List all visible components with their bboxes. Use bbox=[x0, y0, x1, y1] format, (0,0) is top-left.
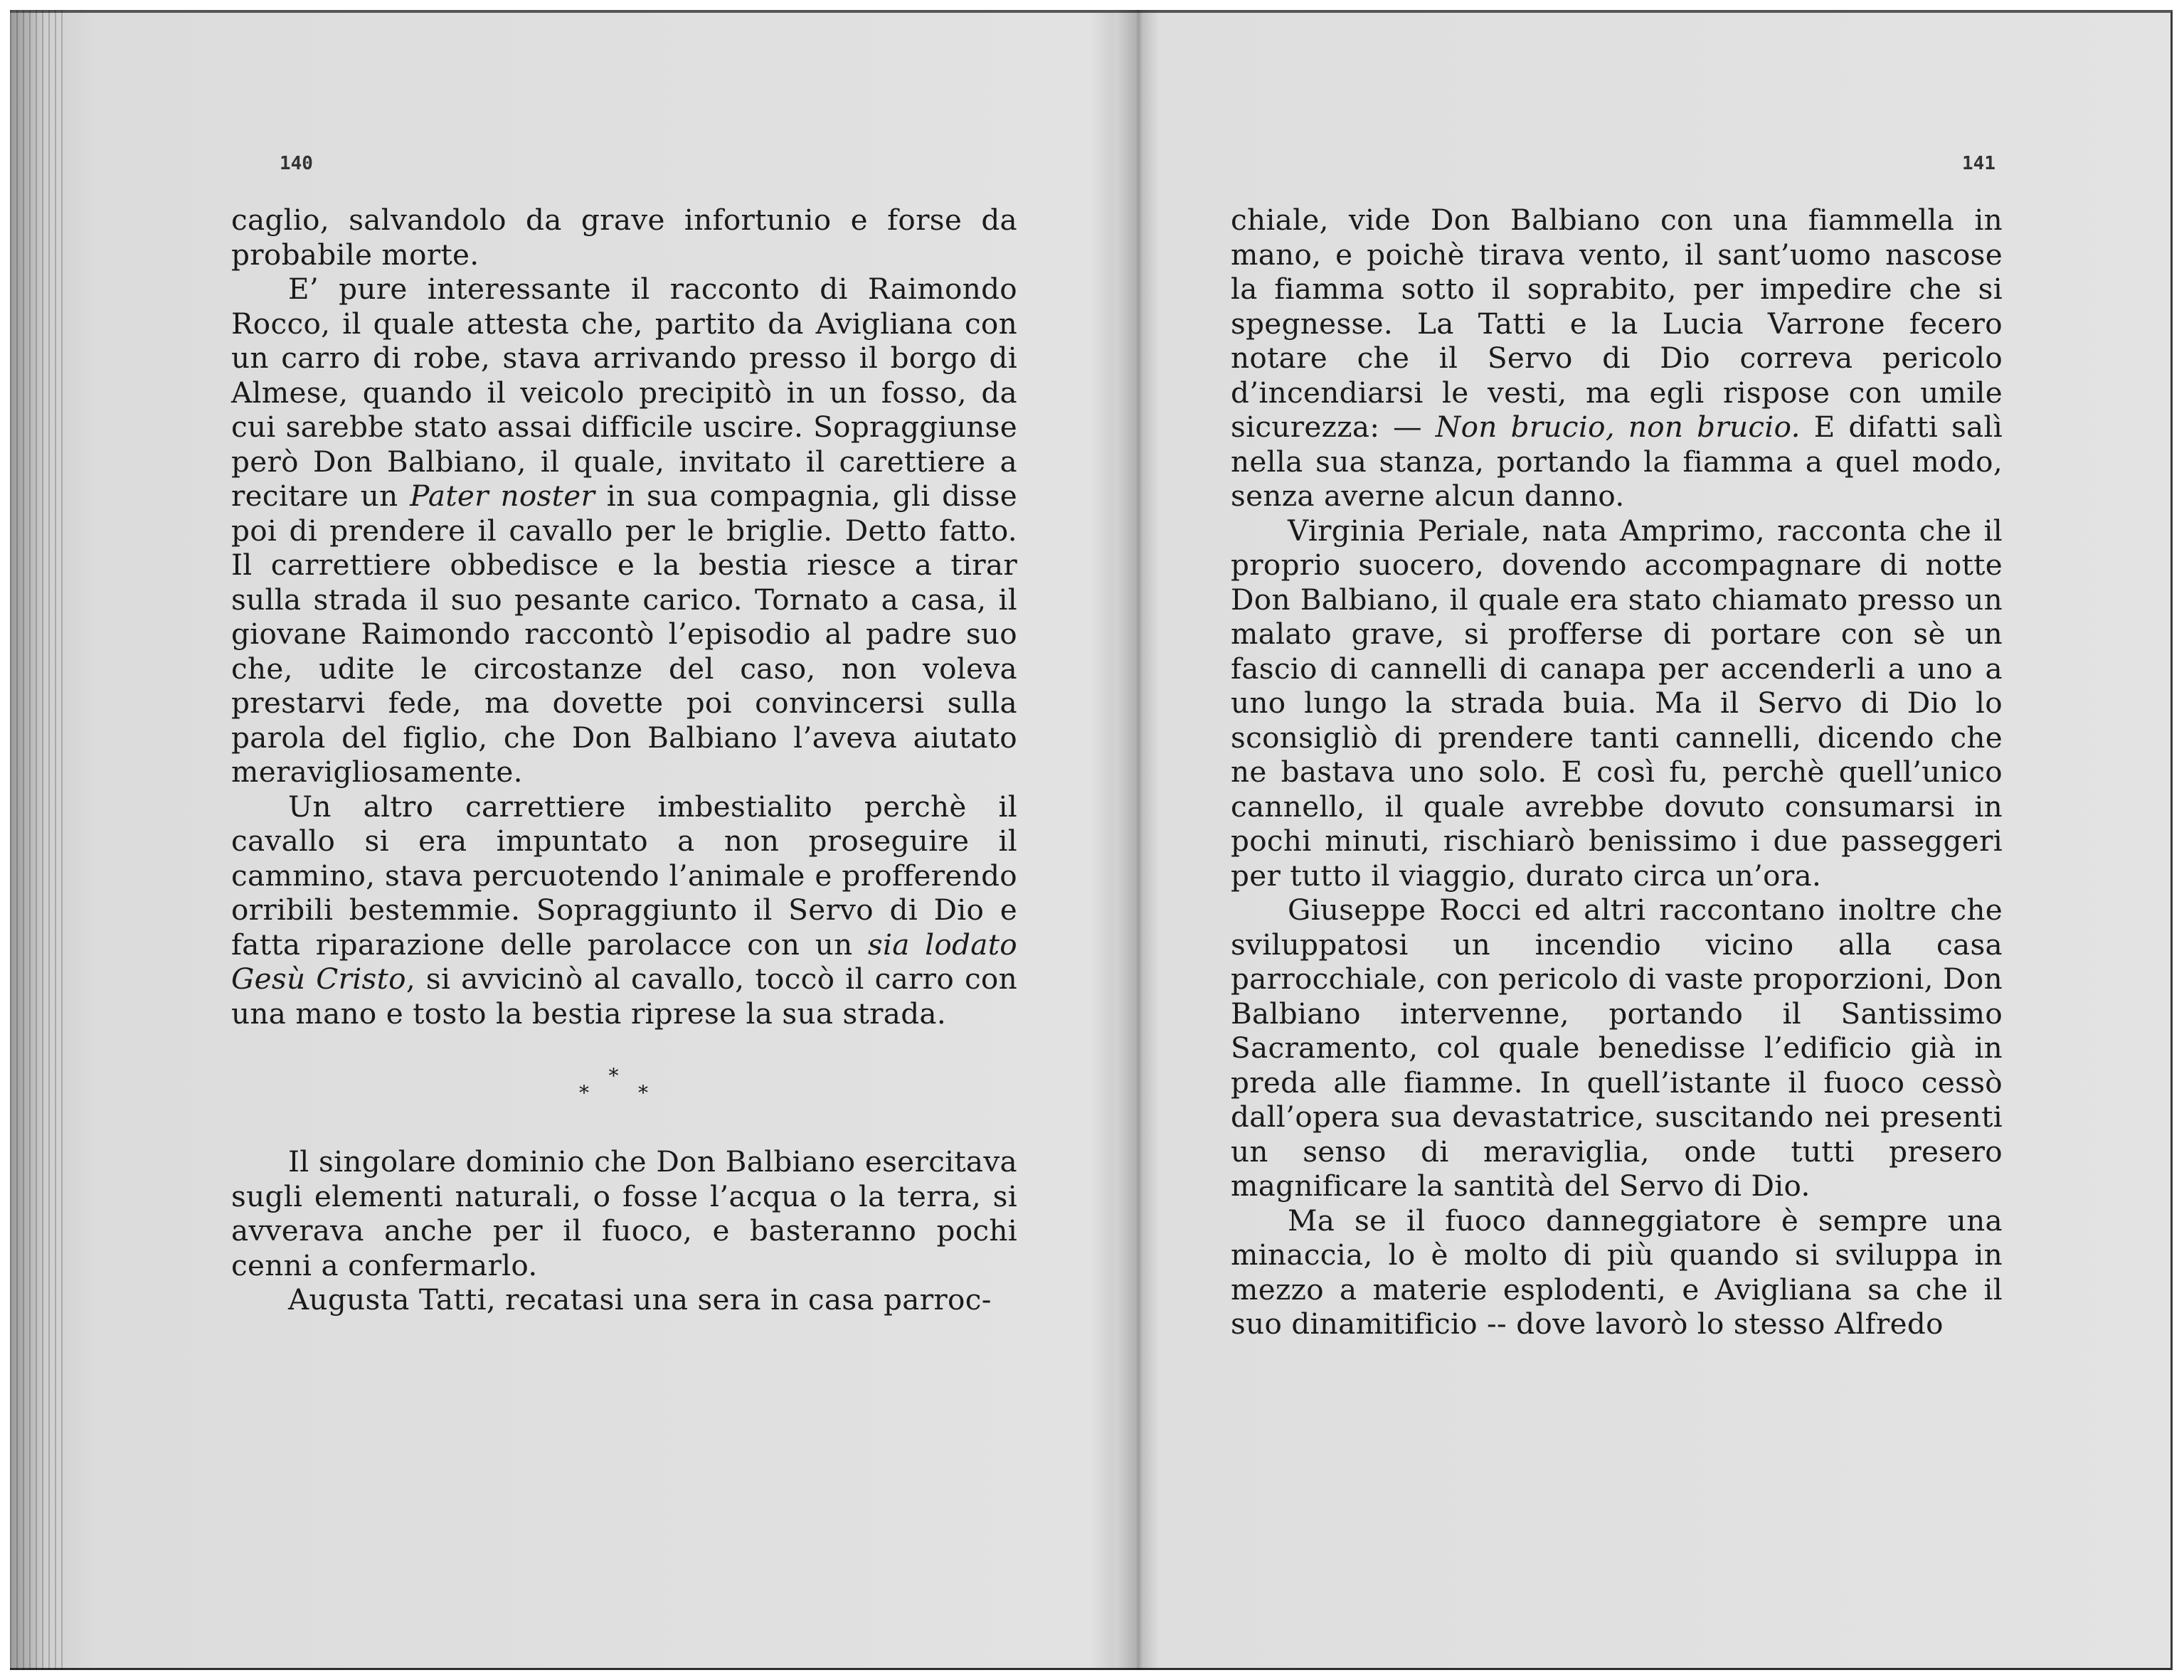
asterism-top: * bbox=[608, 1064, 640, 1088]
text-run: in sua compagnia, gli disse poi di prendere il cavallo per le briglie. Detto fatto. Il carrettiere obbedisce e la bestia riesce a tirar sulla strada il suo pesante carico. Tornato a casa, il giovane Raimondo raccontò l’episodio al padre suo che, udite le circostanze del caso, non voleva prestarvi fede, ma dovette poi convincersi sulla parola del figlio, che Don Balbiano l’aveva aiutato meravigliosamente. bbox=[231, 479, 1017, 789]
left-page bbox=[231, 153, 1017, 1317]
left-page-text bbox=[231, 203, 1017, 1317]
paragraph: Il singolare dominio che Don Balbiano esercitava sugli elementi naturali, o fosse l’acqua o la terra, si avverava anche per il fuoco, e basteranno pochi cenni a confermarlo. bbox=[231, 1144, 1017, 1282]
text-run: Un altro carrettiere imbestialito perchè il cavallo si era impuntato a non proseguire il cammino, stava percuotendo l’animale e profferendo orribili bestemmie. Sopraggiunto il Servo di Dio e fatta riparazione delle parolacce con un bbox=[231, 789, 1017, 962]
italic-text: Non brucio, non brucio. bbox=[1435, 410, 1801, 444]
book-gutter bbox=[1117, 10, 1160, 1670]
italic-text: Pater noster bbox=[410, 479, 595, 513]
right-page-text bbox=[1231, 203, 2003, 1341]
text-run: , si avvicinò al cavallo, toccò il carro con una mano e tosto la bestia riprese la sua strada. bbox=[231, 962, 1017, 1031]
text-run: E’ pure interessante il racconto di Raimondo Rocco, il quale attesta che, partito da Avigliana con un carro di robe, stava arrivando presso il borgo di Almese, quando il veicolo precipitò in un fosso, da cui sarebbe stato assai difficile uscire. Sopraggiunse però Don Balbiano, il quale, invitato il carettiere a recitare un bbox=[231, 272, 1017, 513]
text-run: E difatti salì nella sua stanza, portando la fiamma a quel modo, senza averne alcun danno. bbox=[1231, 410, 2003, 513]
paragraph bbox=[231, 790, 1017, 1031]
paragraph: Virginia Periale, nata Amprimo, racconta che il proprio suocero, dovendo accompagnare di notte Don Balbiano, il quale era stato chiamato presso un malato grave, si profferse di portare con sè un fascio di cannelli di canapa per accenderli a uno a uno lungo la strada buia. Ma il Servo di Dio lo sconsigliò di prendere tanti cannelli, dicendo che ne bastava uno solo. E così fu, perchè quell’unico cannello, il quale avrebbe dovuto consumarsi in pochi minuti, rischiarò benissimo i due passeggeri per tutto il viaggio, durato circa un’ora. bbox=[1231, 513, 2003, 893]
section-separator bbox=[231, 1064, 1017, 1105]
paragraph: Ma se il fuoco danneggiatore è sempre una minaccia, lo è molto di più quando si sviluppa in mezzo a materie esplodenti, e Avigliana sa che il suo dinamitificio -- dove lavorò lo stesso Alfredo bbox=[1231, 1203, 2003, 1341]
asterism-bottom: * * bbox=[579, 1081, 669, 1105]
paragraph: caglio, salvandolo da grave infortunio e forse da probabile morte. bbox=[231, 203, 1017, 272]
right-page bbox=[1231, 153, 2003, 1341]
paragraph: Giuseppe Rocci ed altri raccontano inoltre che sviluppatosi un incendio vicino alla casa parrocchiale, con pericolo di vaste proporzioni, Don Balbiano intervenne, portando il Santissimo Sacramento, col quale benedisse l’edificio già in preda alle fiamme. In quell’istante il fuoco cessò dall’opera sua devastatrice, suscitando nei presenti un senso di meraviglia, onde tutti presero magnificare la santità del Servo di Dio. bbox=[1231, 893, 2003, 1203]
paragraph bbox=[1231, 203, 2003, 514]
text-run: chiale, vide Don Balbiano con una fiammella in mano, e poichè tirava vento, il sant’uomo nascose la fiamma sotto il soprabito, per impedire che si spegnesse. La Tatti e la Lucia Varrone fecero notare che il Servo di Dio correva pericolo d’incendiarsi le vesti, ma egli rispose con umile sicurezza: — bbox=[1231, 203, 2003, 444]
paragraph bbox=[231, 272, 1017, 790]
page-edges bbox=[10, 10, 67, 1670]
page-number-left: 140 bbox=[280, 153, 313, 174]
paragraph: Augusta Tatti, recatasi una sera in casa parroc- bbox=[288, 1282, 992, 1317]
italic-text: sia lodato Gesù Cristo bbox=[231, 927, 1017, 996]
page-number-right: 141 bbox=[1962, 153, 1995, 174]
